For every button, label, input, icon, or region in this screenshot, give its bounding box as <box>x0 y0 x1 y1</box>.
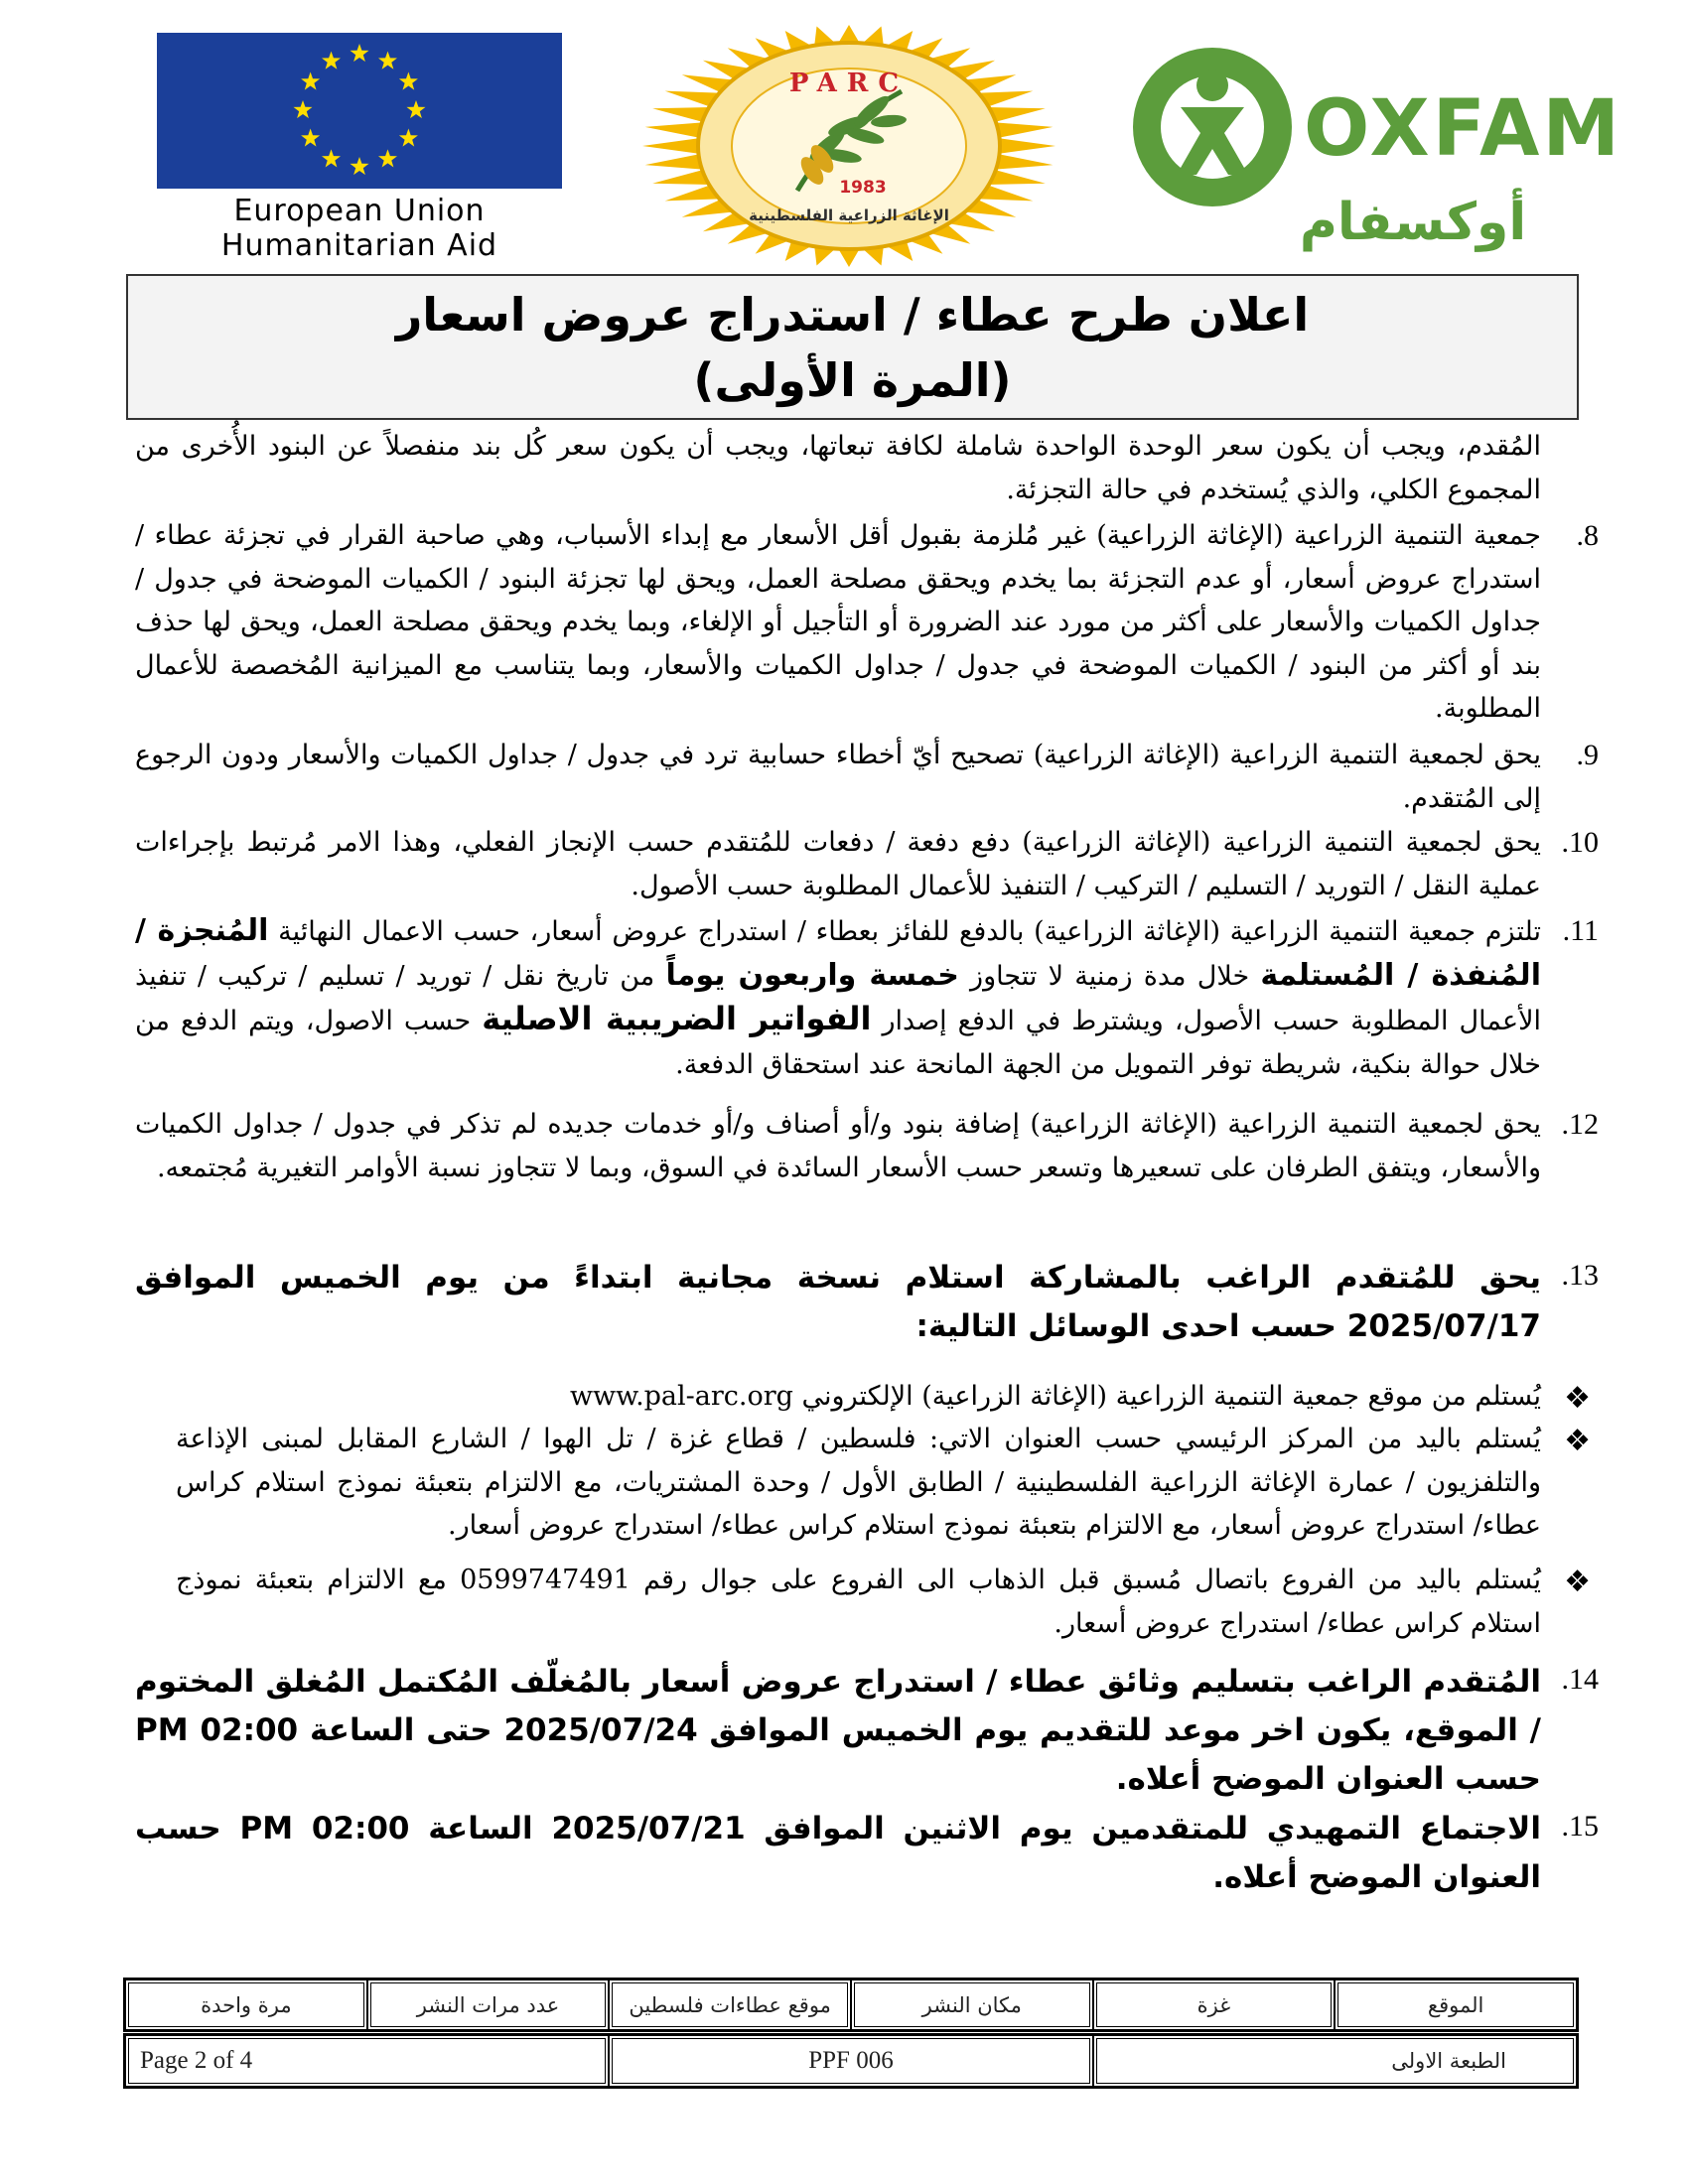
clause-14 <box>135 1658 1599 1804</box>
clause-text: جمعية التنمية الزراعية (الإغاثة الزراعية) غير مُلزمة بقبول أقل الأسعار مع إبداء الأسباب، وهي صاحبة القرار في تجزئة عطاء / استدراج عروض أسعار، أو عدم التجزئة بما يخدم ويحقق مصلحة العمل، ويحق لها تجزئة البنود / الكميات الموضحة في جدول / جداول الكميات والأسعار على أكثر من مورد عند الضرورة أو التأجيل أو الإلغاء، وبما يخدم ويحقق مصلحة العمل، ويحق لها حذف بند أو أكثر من البنود / الكميات الموضحة في جدول / جداول الكميات والأسعار، وبما يتناسب مع الميزانية المُخصصة للأعمال المطلوبة. <box>135 520 1541 724</box>
clause-continuation <box>135 425 1541 511</box>
announcement-subtitle: (المرة الأولى) <box>693 353 1012 407</box>
edition: الطبعة الاولى <box>1093 2035 1577 2087</box>
announcement-title: اعلان طرح عطاء / استدراج عروض اسعار <box>395 288 1310 341</box>
eu-star-icon <box>399 129 418 147</box>
clause-text-part: من تاريخ نقل / توريد / تسليم / تركيب / تنفيذ الأعمال المطلوبة حسب الأصول، ويشترط في الدفع إصدار <box>135 960 1541 1036</box>
eu-stars-icon <box>157 33 562 189</box>
publication-info-table <box>123 1978 1579 2032</box>
delivery-method-head-office <box>176 1418 1591 1548</box>
clause-10 <box>135 821 1599 907</box>
sun-ray-icon <box>645 154 705 170</box>
clause-number: .10 <box>1561 826 1599 859</box>
announcement-title-box <box>126 274 1579 420</box>
clause-text: المُقدم، ويجب أن يكون سعر الوحدة الواحدة شاملة لكافة تبعاتها، ويجب أن يكون سعر كُل بند منفصلاً عن البنود الأُخرى من المجموع الكلي، والذي يُستخدم في حالة التجزئة. <box>135 431 1541 505</box>
delivery-method-website <box>176 1375 1591 1419</box>
bullet-text: يُستلم باليد من المركز الرئيسي حسب العنوان الاتي: فلسطين / قطاع غزة / تل الهوا / الشارع المقابل لمبنى الإذاعة والتلفزيون / عمارة الإغاثة الزراعية الفلسطينية / الطابق الأول / وحدة المشتريات، مع الالتزام بتعبئة نموذج استلام كراس عطاء/ استدراج عروض أسعار، مع الالتزام بتعبئة نموذج استلام كراس عطاء/ استدراج عروض أسعار. <box>176 1424 1541 1541</box>
parc-sun-emblem-icon <box>638 22 1059 270</box>
clause-number: .14 <box>1561 1663 1599 1696</box>
clause-text <box>135 909 1541 1086</box>
clause-text-part: تلتزم جمعية التنمية الزراعية (الإغاثة الزراعية) بالدفع للفائز بعطاء / استدراج عروض أسعار، حسب الاعمال النهائية <box>278 916 1541 947</box>
eu-caption <box>156 194 563 263</box>
eu-star-icon <box>351 44 369 62</box>
clause-bold-phrase: المُنجزة / المُنفذة / المُستلمة <box>135 913 1541 993</box>
parc-arabic-name: الإغاثة الزراعية الفلسطينية <box>749 206 949 224</box>
clause-text: يحق لجمعية التنمية الزراعية (الإغاثة الزراعية) تصحيح أيّ أخطاء حسابية ترد في جدول / جداول الكميات والأسعار ودون الرجوع إلى المُتقدم. <box>135 740 1541 814</box>
oxfam-wordmark: OXFAM <box>1304 84 1622 174</box>
sun-ray-icon <box>645 122 705 138</box>
delivery-method-branches <box>176 1559 1591 1645</box>
clause-number: .9 <box>1576 739 1599 771</box>
eu-star-icon <box>301 72 320 90</box>
diamond-bullet-icon: ❖ <box>1564 1381 1591 1416</box>
clause-bold-phrase: الفواتير الضريبية الاصلية <box>482 1000 872 1037</box>
document-footer-table <box>123 2033 1579 2089</box>
eu-humanitarian-aid-logo <box>156 33 563 261</box>
info-cell: غزة <box>1093 1979 1336 2030</box>
info-cell: عدد مرات النشر <box>367 1979 610 2030</box>
sun-ray-icon <box>642 138 701 154</box>
clause-text: يحق للمُتقدم الراغب بالمشاركة استلام نسخة مجانية ابتداءً من يوم الخميس الموافق 2025/07/17 حسب احدى الوسائل التالية: <box>135 1260 1541 1344</box>
bullet-text: يُستلم من موقع جمعية التنمية الزراعية (الإغاثة الزراعية) الإلكتروني www.pal-arc.org <box>569 1381 1541 1412</box>
eu-star-icon <box>351 157 369 175</box>
eu-star-icon <box>407 100 426 118</box>
sun-ray-icon <box>994 122 1054 138</box>
eu-star-icon <box>301 129 320 147</box>
clause-13 <box>135 1254 1599 1351</box>
clause-9 <box>135 734 1599 820</box>
clause-text-part: حسب الاصول، ويتم الدفع من خلال حوالة بنكية، شريطة توفر التمويل من الجهة المانحة عند استحقاق الدفعة. <box>135 1006 1541 1080</box>
eu-star-icon <box>322 52 341 69</box>
clause-15 <box>135 1805 1599 1902</box>
bullet-text: يُستلم باليد من الفروع باتصال مُسبق قبل الذهاب الى الفروع على جوال رقم 0599747491 مع الالتزام بتعبئة نموذج استلام كراس عطاء/ استدراج عروض أسعار. <box>176 1565 1541 1639</box>
eu-star-icon <box>322 149 341 167</box>
clause-text-part: خلال مدة زمنية لا تتجاوز <box>970 960 1250 992</box>
eu-star-icon <box>378 149 397 167</box>
diamond-bullet-icon: ❖ <box>1564 1565 1591 1599</box>
page-number: Page 2 of 4 <box>125 2035 609 2087</box>
parc-year: 1983 <box>839 178 887 198</box>
sun-ray-icon <box>998 138 1056 154</box>
eu-caption-line1: European Union <box>233 194 486 228</box>
info-cell: مكان النشر <box>851 1979 1093 2030</box>
clause-number: .8 <box>1576 519 1599 552</box>
clause-text: يحق لجمعية التنمية الزراعية (الإغاثة الزراعية) دفع دفعة / دفعات للمُتقدم حسب الإنجاز الفعلي، وهذا الامر مُرتبط بإجراءات عملية النقل / التوريد / التسليم / التركيب / التنفيذ للأعمال المطلوبة حسب الأصول. <box>135 827 1541 901</box>
clause-number: .11 <box>1562 914 1599 947</box>
diamond-bullet-icon: ❖ <box>1564 1424 1591 1458</box>
info-cell: الموقع <box>1335 1979 1577 2030</box>
oxfam-emblem-icon <box>1125 16 1622 264</box>
eu-star-icon <box>399 72 418 90</box>
oxfam-arabic-wordmark: أوكسفام <box>1299 193 1527 252</box>
eu-flag <box>157 33 562 189</box>
sun-ray-icon <box>994 154 1054 170</box>
parc-name: PARC <box>788 68 910 98</box>
eu-star-icon <box>294 100 313 118</box>
clause-12 <box>135 1103 1599 1189</box>
clause-bold-phrase: خمسة واربعون يوماً <box>665 957 959 993</box>
clause-11 <box>135 909 1599 1086</box>
oxfam-logo <box>1125 16 1622 264</box>
clause-number: .12 <box>1561 1108 1599 1141</box>
clause-text: الاجتماع التمهيدي للمتقدمين يوم الاثنين الموافق 2025/07/21 الساعة 02:00 PM حسب العنوان الموضح أعلاه. <box>135 1811 1542 1895</box>
eu-caption-line2: Humanitarian Aid <box>220 228 498 263</box>
clause-number: .15 <box>1561 1810 1599 1843</box>
info-cell: مرة واحدة <box>125 1979 367 2030</box>
parc-logo <box>638 22 1059 270</box>
eu-star-icon <box>378 52 397 69</box>
clause-number: .13 <box>1561 1259 1599 1292</box>
clause-text: يحق لجمعية التنمية الزراعية (الإغاثة الزراعية) إضافة بنود و/أو أصناف و/أو خدمات جديده لم تذكر في جدول / جداول الكميات والأسعار، ويتفق الطرفان على تسعيرها وتسعر حسب الأسعار السائدة في السوق، وبما لا تتجاوز نسبة الأوامر التغيرية مُجتمعه. <box>135 1109 1541 1183</box>
info-cell: موقع عطاءات فلسطين <box>609 1979 851 2030</box>
clause-text: المُتقدم الراغب بتسليم وثائق عطاء / استدراج عروض أسعار بالمُغلّف المُكتمل المُغلق المختوم / الموقع، يكون اخر موعد للتقديم يوم الخميس الموافق 2025/07/24 حتى الساعة 02:00 PM حسب العنوان الموضح أعلاه. <box>135 1664 1541 1797</box>
document-code: PPF 006 <box>609 2035 1092 2087</box>
clause-8 <box>135 514 1599 731</box>
